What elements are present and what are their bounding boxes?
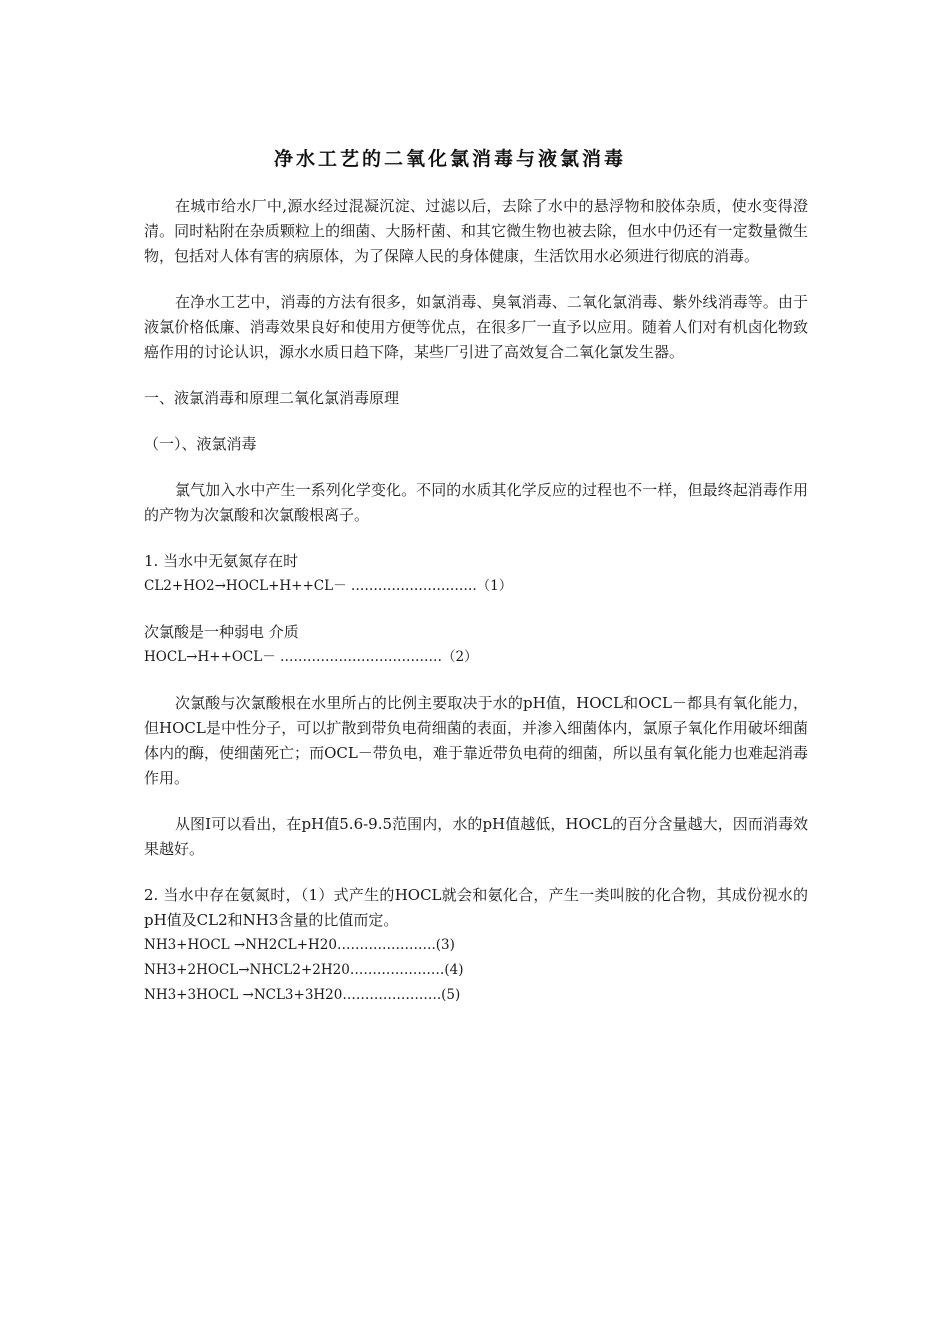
equation-4: NH3+2HOCL→NHCL2+2H20…………………(4): [144, 962, 464, 978]
paragraph-hypochlorous: 次氯酸与次氯酸根在水里所占的比例主要取决于水的pH值，HOCL和OCL－都具有氧化能力，但HOCL是中性分子，可以扩散到带负电荷细菌的表面，并渗入细菌体内，氯原子氧化作用破坏细菌体内的酶，使细菌死亡；而OCL－带负电，难于靠近带负电荷的细菌，所以虽有氧化能力也难起消毒作用。: [144, 694, 808, 787]
subsection-heading-1: （一）、液氯消毒: [144, 435, 257, 453]
equation-5: NH3+3HOCL →NCL3+3H20………………….(5): [144, 987, 461, 1003]
document-title: 净水工艺的二氧化氯消毒与液氯消毒: [273, 148, 626, 170]
paragraph-intro: 在城市给水厂中,源水经过混凝沉淀、过滤以后，去除了水中的悬浮物和胶体杂质，使水变得澄清。同时粘附在杂质颗粒上的细菌、大肠杆菌、和其它微生物也被去除，但水中仍还有一定数量微生物，包括对人体有害的病原体，为了保障人民的身体健康，生活饮用水必须进行彻底的消毒。: [144, 197, 808, 265]
equation-2: HOCL→H++OCL－ ………………………………（2）: [144, 649, 478, 665]
equation-1: CL2+HO2→HOCL+H++CL－ ……………………….（1）: [144, 578, 513, 594]
document-body: [144, 194, 808, 1008]
case-heading-1: 1. 当水中无氨氮存在时: [144, 552, 299, 570]
case-heading-2: 2. 当水中存在氨氮时，（1）式产生的HOCL就会和氨化合，产生一类叫胺的化合物，其成份视水的pH值及CL2和NH3含量的比值而定。: [144, 886, 808, 929]
paragraph-figure-note: 从图Ⅰ可以看出，在pH值5.6-9.5范围内，水的pH值越低，HOCL的百分含量越大，因而消毒效果越好。: [144, 815, 808, 858]
paragraph-chlorine-reaction: 氯气加入水中产生一系列化学变化。不同的水质其化学反应的过程也不一样，但最终起消毒作用的产物为次氯酸和次氯酸根离子。: [144, 481, 808, 524]
section-heading-1: 一、液氯消毒和原理二氧化氯消毒原理: [144, 389, 400, 407]
paragraph-methods: 在净水工艺中，消毒的方法有很多，如氯消毒、臭氧消毒、二氧化氯消毒、紫外线消毒等。由于液氯价格低廉、消毒效果良好和使用方便等优点，在很多厂一直予以应用。随着人们对有机卤化物致癌作用的讨论认识，源水水质日趋下降，某些厂引进了高效复合二氧化氯发生器。: [144, 293, 808, 361]
equation-3: NH3+HOCL →NH2CL+H20………………….(3): [144, 937, 455, 953]
paragraph-weak-electrolyte: 次氯酸是一种弱电 介质: [144, 623, 299, 641]
